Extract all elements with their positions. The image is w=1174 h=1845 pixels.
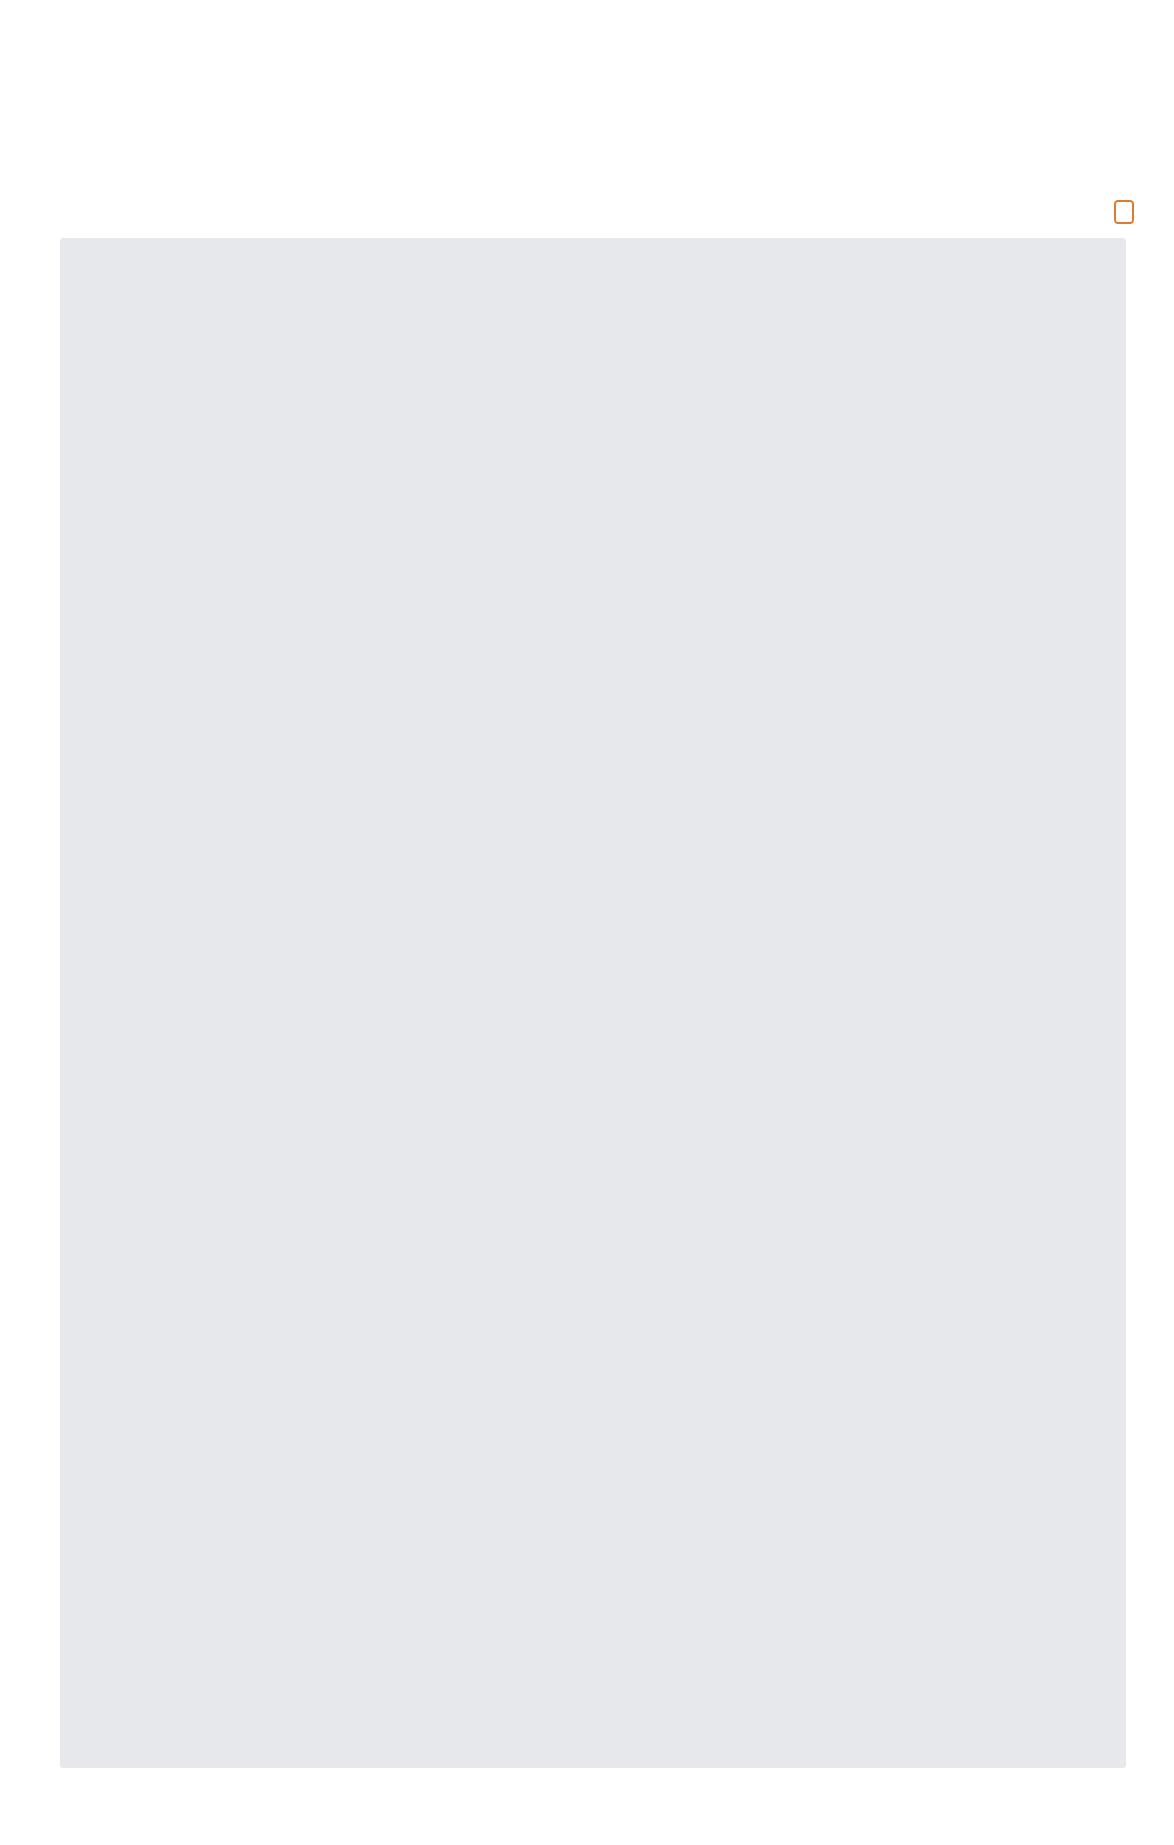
document-icon [1114, 200, 1134, 224]
notice-text-heading [1104, 200, 1134, 224]
notice-body [60, 238, 1126, 1768]
